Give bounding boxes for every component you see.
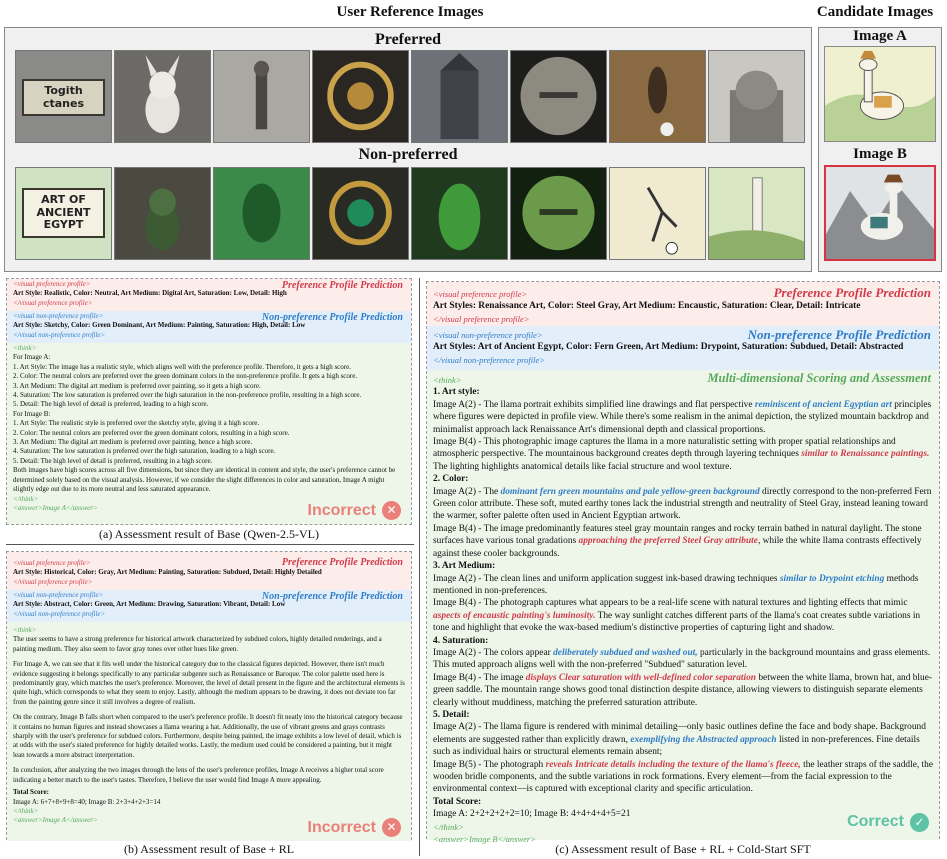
text: Image B(4) - The photograph captures what appears to be a real-life scene with natural textures and lighting effects that mimic [433, 598, 908, 609]
non-preferred-image-2[interactable] [114, 167, 211, 260]
user-reference-panel [4, 27, 812, 272]
panel-c-caption: (c) Assessment result of Base + RL + Cold-Start SFT [555, 842, 811, 856]
panel-b-pref-close-tag: </visual preference profile> [13, 577, 93, 586]
think-line: 2. Color: The neutral colors are preferred over the green dominant colors in the non-preference profile. It gets a high score. [13, 372, 358, 381]
text: Image A(2) - The llama figure is rendered with minimal detailing—only basic outlines define the face and body shape. Background elements are suggested rather than explicitly drawn, [433, 722, 926, 745]
think-line: For Image A: [13, 353, 51, 362]
sign-text: ART OF ANCIENT EGYPT [22, 188, 105, 238]
panel-b-box [6, 551, 412, 840]
panel-a-pref-block [7, 279, 411, 311]
highlight: approaching the preferred Steel Gray attribute [578, 536, 758, 547]
section-heading: 3. Art Medium: [433, 561, 496, 572]
non-preferred-image-1[interactable] [15, 167, 112, 260]
text: Image B(4) - This photographic image captures the llama in a more naturalistic setting with proper spatial relationships and atmospheric perspective. The mountainous background creates depth through layering techniques [433, 437, 896, 460]
assessment-b [433, 759, 933, 796]
panel-b-paragraph: In conclusion, after analyzing the two images through the lens of the user's preference profiles, Image A receives a higher total score indicating a better match to the user's tastes. Therefore, I believe the user would find Image A more appealing. [13, 766, 384, 784]
text: principles where figures were depicted in profile view. While there's some realism in the animal depiction, the stylized mountain backdrop and minimalist approach lack Renaissance Art's dimensional depth and classical proportions. [433, 399, 932, 435]
non-preferred-image-4[interactable] [312, 167, 409, 260]
text: The way sunlight catches different parts of the llama's coat creates subtle variations in tone and highlight that evoke the wax-based medium's distinctive properties of capturing light and shadow. [433, 610, 921, 634]
preferred-image-5[interactable] [411, 50, 508, 143]
panel-b-pref-line: Art Style: Historical, Color: Gray, Art Medium: Painting, Saturation: Subdued, Detail: Highly Detailed [13, 568, 322, 577]
text: Image B(4) - The image [433, 672, 526, 683]
think-line: 4. Saturation: The low saturation is preferred over the high saturation, leading to a high score. [13, 447, 276, 456]
panel-c-think-block [427, 370, 939, 845]
panel-c-box [426, 281, 940, 845]
panel-b-pref-block [7, 552, 411, 590]
panel-a-verdict-text: Incorrect [307, 501, 376, 519]
section-heading: 1. Art style: [433, 387, 480, 398]
panel-a-pref-line: Art Style: Realistic, Color: Neutral, Art Medium: Digital Art, Saturation: Low, Detail: High [13, 289, 287, 298]
panel-c-pref-open-tag: <visual preference profile> [433, 289, 528, 299]
think-line: Both images have high scores across all five dimensions, but since they are identical in content and style, the user's preference cannot be determined solely based on the visual analysis. However, if we consider the slight differences in color and saturation, Image A might slightly edge out due to its more neutral and less saturated appearance. [13, 466, 396, 494]
panel-a-think-tag: <think> [13, 344, 37, 352]
preferred-image-1[interactable] [15, 50, 112, 143]
horizontal-divider [6, 544, 414, 545]
panel-b-answer: <answer>Image A</answer> [13, 816, 98, 825]
panel-a-npref-block [7, 311, 411, 343]
preferred-image-2[interactable] [114, 50, 211, 143]
non-preferred-images-row [15, 167, 805, 260]
assessment-b [433, 523, 933, 560]
panel-b-total-line: Image A: 6+7+8+9+8=40; Image B: 2+3+4+2+3=14 [13, 797, 161, 806]
highlight: similar to Drypoint etching [779, 573, 885, 584]
panel-b-paragraph: On the contrary, Image B falls short when compared to the user's preference profile. It doesn't fit neatly into the historical category because it contains no human figures and instead showcases a llama wearing a hat. Additionally, the use of vibrant greens and grays contrasts sharply with the user's preference for subdued colors. Furthermore, despite being painted, the image exhibits a low level of detail, which is at odds with the user's stated preference for highly detailed works. Lastly, the medium used could be considered a painting, but it might lean towards a more abstract interpretation. [13, 713, 403, 759]
text: Image A(2) - The clean lines and uniform application suggest ink-based drawing techniques [433, 573, 780, 584]
candidate-b-label: Image B [853, 146, 907, 162]
panel-c-pref-line: Art Styles: Renaissance Art, Color: Steel Gray, Art Medium: Encaustic, Saturation: Clear, Detail: Intricate [433, 301, 861, 312]
panel-c-npref-close-tag: </visual non-preference profile> [433, 354, 546, 365]
panel-b-caption: (b) Assessment result of Base + RL [123, 842, 295, 856]
text: Image B(5) - The photograph [433, 759, 546, 770]
panel-b-npref-block [7, 590, 411, 622]
incorrect-icon: ✕ [382, 818, 401, 837]
panel-a-npref-line: Art Style: Sketchy, Color: Green Dominant, Art Medium: Painting, Saturation: High, Detail: Low [13, 321, 306, 330]
panel-a-pref-title: Preference Profile Prediction [281, 280, 403, 291]
panel-b-npref-line: Art Style: Abstract, Color: Green, Art Medium: Drawing, Saturation: Vibrant, Detail: Low [13, 600, 286, 609]
panel-a-caption: (a) Assessment result of Base (Qwen-2.5-VL) [99, 527, 319, 541]
panel-c-verdict-text: Correct [847, 813, 904, 831]
panel-b-paragraph: The user seems to have a strong preference for historical artwork characterized by subdued colors, highly detailed renderings, and a painting medium. They also seem to favor gray tones over other hues like green. [13, 635, 382, 653]
assessment-a [433, 399, 933, 436]
assessment-b [433, 436, 933, 473]
panel-a-box [6, 278, 412, 525]
panel-c-total-label: Total Score: [433, 796, 482, 807]
panel-c-pref-close-tag: </visual preference profile> [433, 313, 530, 324]
panel-b-think-tag: <think> [13, 626, 37, 634]
non-preferred-image-6[interactable] [510, 167, 607, 260]
panel-b-total-label: Total Score: [13, 788, 49, 797]
candidate-panel [818, 27, 942, 272]
non-preferred-image-5[interactable] [411, 167, 508, 260]
think-line: 4. Saturation: The low saturation is preferred over the high saturation in the non-preference profile, resulting in a high score. [13, 391, 362, 400]
panel-c-total-line: Image A: 2+2+2+2+2=10; Image B: 4+4+4+4+5=21 [433, 809, 631, 820]
panel-b-npref-close-tag: </visual non-preference profile> [13, 609, 106, 618]
assessment-a [433, 721, 933, 758]
preferred-image-8[interactable] [708, 50, 805, 143]
panel-c-think-close-tag: </think> [433, 821, 464, 832]
text: between the white llama, brown hat, and blue-green saddle. The mountain range shows good tonal distinction despite distance, allowing viewers to distinguish separate elements clearly without muddiness, matching the preferred saturation attribute. [433, 672, 932, 708]
panel-c-npref-title: Non-preference Profile Prediction [747, 327, 931, 342]
candidate-images-header: Candidate Images [816, 4, 934, 20]
text: The lighting highlights anatomical details like facial structure and wool texture. [433, 461, 732, 472]
text: Image A(2) - The llama portrait exhibits simplified line drawings and flat perspective [433, 399, 755, 410]
panel-b-verdict [308, 818, 401, 837]
panel-b-think-block [7, 622, 411, 841]
text: Image B(4) - The image predominantly features steel gray mountain ranges and rocky terrain bathed in natural daylight. The stone surfaces have various tonal gradations [433, 523, 922, 547]
think-line: 3. Art Medium: The digital art medium is preferred over painting, hence a high score. [13, 438, 253, 447]
panel-c-pref-block [427, 282, 939, 326]
check-icon: ✓ [910, 813, 929, 832]
text: listed in non-preferences. Fine details such as individual hairs or structural elements remain absent; [433, 734, 920, 758]
preferred-images-row [15, 50, 805, 143]
highlight: reminiscent of ancient Egyptian art [754, 399, 892, 410]
panel-a-verdict [308, 501, 401, 520]
panel-a-npref-open-tag: <visual non-preference profile> [13, 312, 104, 320]
preferred-row-label: Preferred [374, 31, 442, 48]
panel-c-think-tag: <think> [433, 375, 462, 385]
non-preferred-row-label: Non-preferred [358, 146, 458, 163]
preferred-image-4[interactable] [312, 50, 409, 143]
panel-c-npref-open-tag: <visual non-preference profile> [433, 330, 543, 340]
panel-a-pref-open-tag: <visual preference profile> [13, 280, 91, 288]
think-line: 5. Detail: The high level of detail is preferred, resulting in a high score. [13, 456, 213, 465]
text: particularly in the background mountains and grass elements. This muted approach aligns well with the non-preferred "Subdued" saturation level. [433, 647, 931, 671]
incorrect-icon: ✕ [382, 501, 401, 520]
panel-a-answer: <answer>Image A</answer> [13, 503, 98, 512]
candidate-image-b[interactable] [824, 165, 936, 261]
highlight: reveals Intricate details including the texture of the llama's fleece, [545, 759, 801, 770]
section-heading: 2. Color: [433, 474, 469, 485]
preferred-image-3[interactable] [213, 50, 310, 143]
text: Image A(2) - The colors appear [433, 647, 554, 658]
panel-c-verdict [847, 813, 929, 832]
highlight: deliberately subdued and washed out, [553, 647, 698, 658]
section-heading: 4. Saturation: [433, 635, 489, 646]
panel-b-npref-open-tag: <visual non-preference profile> [13, 591, 104, 599]
assessment-b [433, 672, 933, 709]
text: directly correspond to the non-preferred Fern Green color attribute. These soft, muted earthy tones lack the industrial strength and neutrality of Steel Gray, instead leaning toward the warmer, softer palette often used in Ancient Egyptian artwork. [433, 486, 932, 522]
panel-b-think-close-tag: </think> [13, 806, 39, 815]
highlight: exemplifying the Abstracted approach [630, 734, 777, 745]
panel-c-npref-block [427, 326, 939, 370]
highlight: dominant fern green mountains and pale yellow-green background [500, 486, 760, 497]
think-line: 1. Art Style: The image has a realistic style, which aligns well with the preference profile. Therefore, it gets a high score. [13, 362, 351, 371]
panel-a-think-block [7, 343, 411, 524]
highlight: similar to Renaissance paintings. [801, 449, 930, 460]
assessment-b [433, 597, 933, 634]
think-line: 5. Detail: The high level of detail is preferred, leading to a high score. [13, 400, 209, 409]
panel-c-npref-line: Art Styles: Art of Ancient Egypt, Color: Fern Green, Art Medium: Drypoint, Saturation: Subdued, Detail: Abstracted [433, 342, 904, 353]
non-preferred-image-3[interactable] [213, 167, 310, 260]
panel-a-npref-title: Non-preference Profile Prediction [261, 312, 403, 323]
think-line: 3. Art Medium: The digital art medium is preferred over painting, so it gets a high score. [13, 381, 261, 390]
sign-text: Togith ctanes [22, 79, 105, 116]
section-heading: 5. Detail: [433, 709, 470, 720]
think-line: 1. Art Style: The realistic style is preferred over the sketchy style, giving it a high score. [13, 419, 260, 428]
highlight: displays Clear saturation with well-defined color separation [525, 672, 756, 683]
assessment-a [433, 486, 933, 523]
think-line: 2. Color: The neutral colors are preferred over the green dominant colors, resulting in a high score. [13, 428, 290, 437]
text: methods mentioned in non-preferences. [433, 573, 919, 596]
panel-c-pref-title: Preference Profile Prediction [773, 285, 931, 300]
panel-a-pref-close-tag: </visual preference profile> [13, 298, 93, 307]
panel-c-multi-title: Multi-dimensional Scoring and Assessment [707, 371, 931, 385]
think-line: For Image B: [13, 409, 51, 418]
preferred-image-7[interactable] [609, 50, 706, 143]
vertical-divider [419, 278, 420, 856]
text: , while the white llama contrasts effectively against these cooler backgrounds. [433, 536, 922, 559]
non-preferred-image-8[interactable] [708, 167, 805, 260]
panel-a-think-close-tag: </think> [13, 494, 39, 503]
panel-a-npref-close-tag: </visual non-preference profile> [13, 330, 106, 339]
candidate-image-a[interactable] [824, 46, 936, 142]
panel-b-npref-title: Non-preference Profile Prediction [261, 591, 403, 602]
candidate-a-label: Image A [853, 28, 907, 44]
panel-b-pref-open-tag: <visual preference profile> [13, 559, 91, 567]
panel-c-answer: <answer>Image B</answer> [433, 834, 536, 845]
panel-b-verdict-text: Incorrect [307, 818, 376, 836]
panel-b-paragraph: For Image A, we can see that it fits well under the historical category due to the classical figures depicted. However, there isn't much evidence suggesting it belongs specifically to any particular subgenre such as Renaissance or Baroque. The color palette used here is predominantly gray, which matches the user's preference. Moreover, the level of detail present in the figure and the architectural elements is quite high, which corresponds to what they seem to enjoy. Lastly, although the medium appears to be drawing, it does not deviate too far from the painting genre since it still involves a degree of realism. [13, 660, 405, 706]
non-preferred-image-7[interactable] [609, 167, 706, 260]
panel-a-think-lines [13, 353, 405, 494]
text: the leather straps of the saddle, the wooden bridle components, and the subtle variations in rock formations. Every element—from the facial expression to the environmental context—is captured with exceptional clarity and specific articulation. [433, 759, 933, 795]
text: Image A(2) - The [433, 486, 501, 497]
user-reference-header: User Reference Images [336, 4, 484, 20]
panel-b-pref-title: Preference Profile Prediction [281, 557, 403, 568]
assessment-a [433, 573, 933, 598]
assessment-a [433, 647, 933, 672]
preferred-image-6[interactable] [510, 50, 607, 143]
highlight: aspects of encaustic painting's luminosity. [433, 610, 596, 621]
